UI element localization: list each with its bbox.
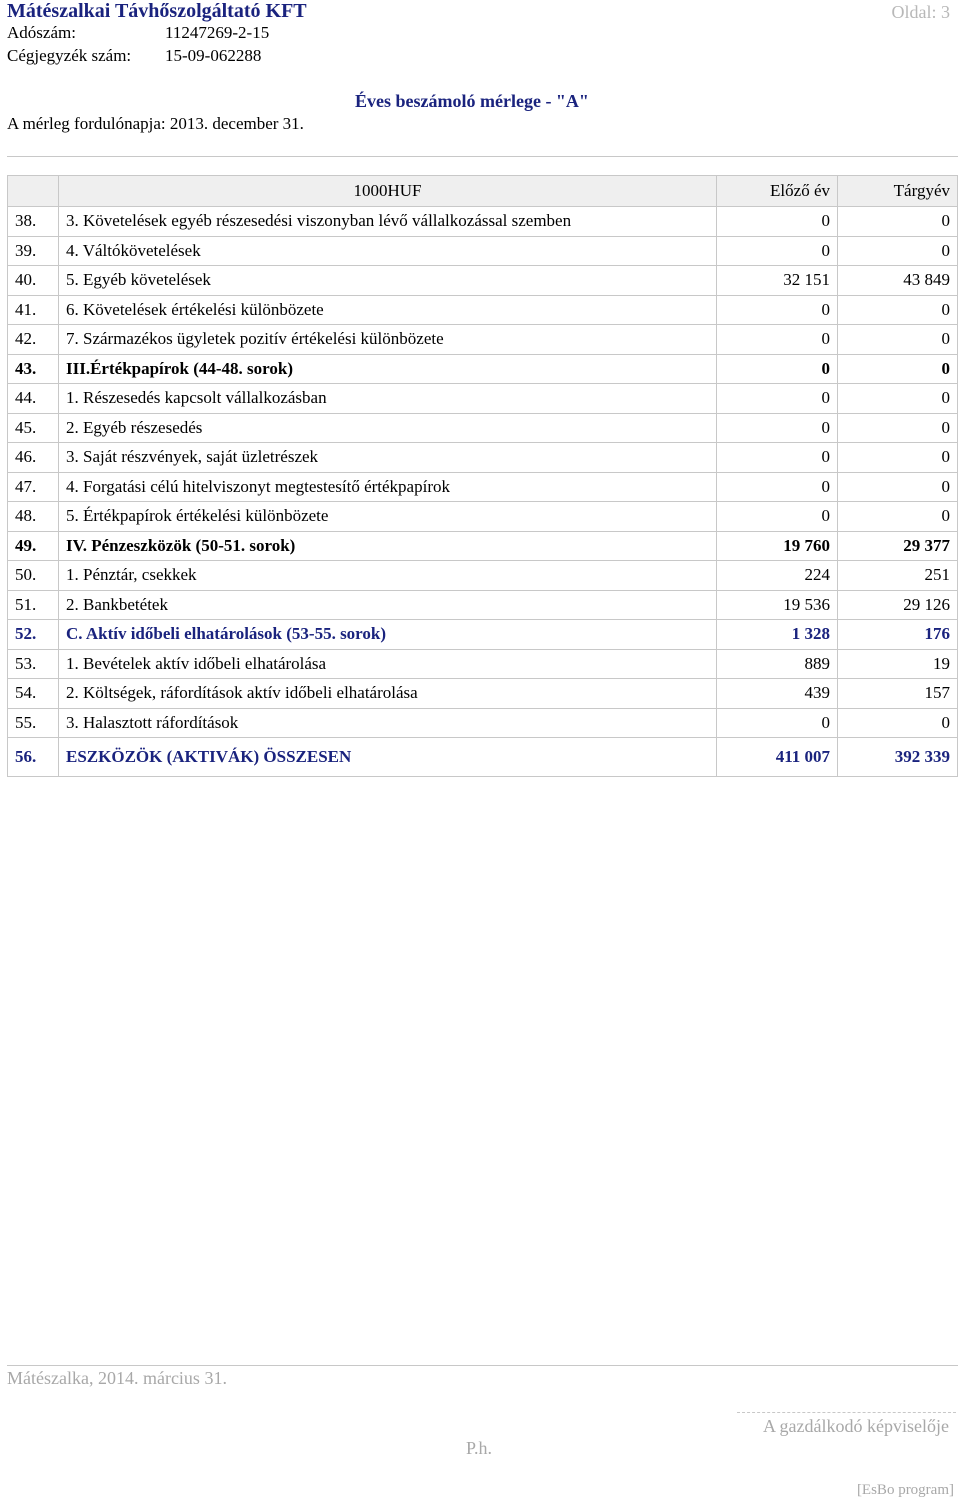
previous-year-value: 0 <box>717 472 838 502</box>
row-number: 40. <box>8 266 59 296</box>
table-row <box>8 384 958 414</box>
previous-year-value: 0 <box>717 413 838 443</box>
previous-year-value: 0 <box>717 354 838 384</box>
page-number: 3 <box>941 2 950 22</box>
table-row <box>8 679 958 709</box>
row-label: ESZKÖZÖK (AKTIVÁK) ÖSSZESEN <box>59 738 717 777</box>
registration-number-value: 15-09-062288 <box>165 46 262 65</box>
row-number: 54. <box>8 679 59 709</box>
signatory-label: A gazdálkodó képviselője <box>763 1416 949 1436</box>
row-label: 1. Pénztár, csekkek <box>59 561 717 591</box>
table-row <box>8 295 958 325</box>
balance-date: A mérleg fordulónapja: 2013. december 31. <box>7 114 304 133</box>
current-year-value: 0 <box>838 443 958 473</box>
row-number: 53. <box>8 649 59 679</box>
table-row <box>8 354 958 384</box>
previous-year-value: 439 <box>717 679 838 709</box>
previous-year-value: 32 151 <box>717 266 838 296</box>
current-year-value: 0 <box>838 384 958 414</box>
table-row <box>8 207 958 237</box>
row-number: 41. <box>8 295 59 325</box>
row-label: 2. Egyéb részesedés <box>59 413 717 443</box>
registration-number-line <box>7 46 261 66</box>
row-label: 1. Részesedés kapcsolt vállalkozásban <box>59 384 717 414</box>
row-number: 48. <box>8 502 59 532</box>
table-row <box>8 649 958 679</box>
stamp-placeholder: P.h. <box>466 1438 493 1458</box>
previous-year-value: 19 536 <box>717 590 838 620</box>
registration-number-label: Cégjegyzék szám: <box>7 46 132 65</box>
row-number: 43. <box>8 354 59 384</box>
header-current-year: Tárgyév <box>838 176 958 207</box>
previous-year-value: 0 <box>717 325 838 355</box>
previous-year-value: 0 <box>717 207 838 237</box>
current-year-value: 0 <box>838 325 958 355</box>
page-label: Oldal: <box>891 2 937 22</box>
place-and-date: Mátészalka, 2014. március 31. <box>7 1368 227 1388</box>
table-row <box>8 590 958 620</box>
current-year-value: 0 <box>838 354 958 384</box>
current-year-value: 29 126 <box>838 590 958 620</box>
header-num-cell <box>8 176 59 207</box>
table-row <box>8 708 958 738</box>
row-number: 56. <box>8 738 59 777</box>
current-year-value: 29 377 <box>838 531 958 561</box>
current-year-value: 0 <box>838 708 958 738</box>
current-year-value: 392 339 <box>838 738 958 777</box>
footer-divider <box>7 1365 958 1366</box>
row-label: 4. Forgatási célú hitelviszonyt megtestesítő értékpapírok <box>59 472 717 502</box>
tax-number-label: Adószám: <box>7 23 76 42</box>
table-row <box>8 531 958 561</box>
table-row <box>8 266 958 296</box>
row-label: 5. Egyéb követelések <box>59 266 717 296</box>
table-row <box>8 620 958 650</box>
previous-year-value: 0 <box>717 295 838 325</box>
tax-number-value: 11247269-2-15 <box>165 23 270 42</box>
table-row <box>8 443 958 473</box>
report-title: Éves beszámoló mérlege - "A" <box>355 91 589 111</box>
row-label: 7. Származékos ügyletek pozitív értékelési különbözete <box>59 325 717 355</box>
current-year-value: 251 <box>838 561 958 591</box>
row-label: 4. Váltókövetelések <box>59 236 717 266</box>
row-label: 3. Követelések egyéb részesedési viszonyban lévő vállalkozással szemben <box>59 207 717 237</box>
row-number: 44. <box>8 384 59 414</box>
table-row <box>8 738 958 777</box>
current-year-value: 0 <box>838 207 958 237</box>
table-row <box>8 502 958 532</box>
row-number: 47. <box>8 472 59 502</box>
row-number: 45. <box>8 413 59 443</box>
row-label: 6. Követelések értékelési különbözete <box>59 295 717 325</box>
row-label: 2. Bankbetétek <box>59 590 717 620</box>
current-year-value: 43 849 <box>838 266 958 296</box>
table-header-row <box>8 176 958 207</box>
balance-sheet-table <box>7 175 958 777</box>
previous-year-value: 411 007 <box>717 738 838 777</box>
current-year-value: 0 <box>838 472 958 502</box>
table-row <box>8 413 958 443</box>
previous-year-value: 19 760 <box>717 531 838 561</box>
row-label: IV. Pénzeszközök (50-51. sorok) <box>59 531 717 561</box>
current-year-value: 19 <box>838 649 958 679</box>
previous-year-value: 1 328 <box>717 620 838 650</box>
row-number: 50. <box>8 561 59 591</box>
previous-year-value: 889 <box>717 649 838 679</box>
previous-year-value: 0 <box>717 443 838 473</box>
tax-number-line <box>7 23 269 43</box>
table-row <box>8 561 958 591</box>
row-number: 51. <box>8 590 59 620</box>
current-year-value: 0 <box>838 236 958 266</box>
row-label: C. Aktív időbeli elhatárolások (53-55. sorok) <box>59 620 717 650</box>
row-number: 39. <box>8 236 59 266</box>
header-previous-year: Előző év <box>717 176 838 207</box>
previous-year-value: 0 <box>717 236 838 266</box>
row-number: 55. <box>8 708 59 738</box>
current-year-value: 176 <box>838 620 958 650</box>
program-label: [EsBo program] <box>856 1482 954 1498</box>
header-divider <box>7 156 958 157</box>
current-year-value: 157 <box>838 679 958 709</box>
current-year-value: 0 <box>838 502 958 532</box>
row-label: 5. Értékpapírok értékelési különbözete <box>59 502 717 532</box>
row-number: 42. <box>8 325 59 355</box>
row-label: 3. Halasztott ráfordítások <box>59 708 717 738</box>
row-number: 49. <box>8 531 59 561</box>
row-label: III.Értékpapírok (44-48. sorok) <box>59 354 717 384</box>
page-indicator <box>892 2 951 23</box>
current-year-value: 0 <box>838 295 958 325</box>
previous-year-value: 0 <box>717 708 838 738</box>
row-number: 38. <box>8 207 59 237</box>
row-number: 52. <box>8 620 59 650</box>
table-row <box>8 472 958 502</box>
row-number: 46. <box>8 443 59 473</box>
row-label: 1. Bevételek aktív időbeli elhatárolása <box>59 649 717 679</box>
header-unit-cell: 1000HUF <box>59 176 717 207</box>
previous-year-value: 0 <box>717 502 838 532</box>
signature-line <box>737 1412 956 1413</box>
table-row <box>8 236 958 266</box>
balance-sheet-body <box>8 176 958 777</box>
previous-year-value: 0 <box>717 384 838 414</box>
previous-year-value: 224 <box>717 561 838 591</box>
row-label: 2. Költségek, ráfordítások aktív időbeli elhatárolása <box>59 679 717 709</box>
company-name: Mátészalkai Távhőszolgáltató KFT <box>7 0 307 22</box>
row-label: 3. Saját részvények, saját üzletrészek <box>59 443 717 473</box>
table-row <box>8 325 958 355</box>
current-year-value: 0 <box>838 413 958 443</box>
